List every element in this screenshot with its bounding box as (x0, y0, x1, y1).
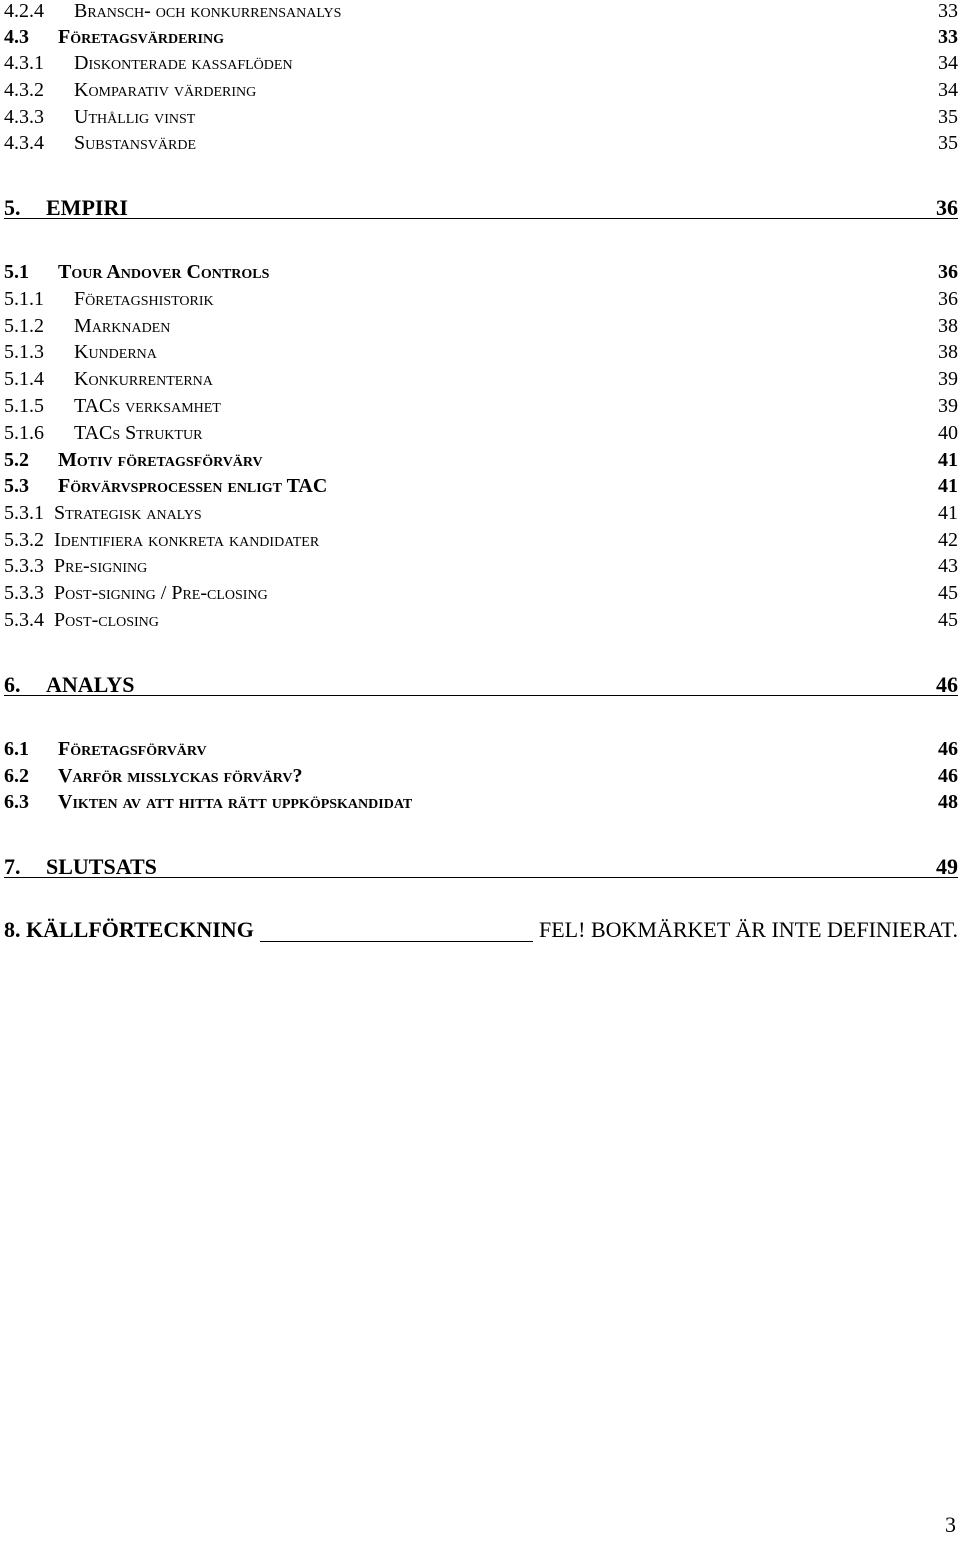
toc-entry[interactable] (4, 315, 958, 341)
toc-entry-number: 4.3.4 (4, 132, 44, 154)
toc-entry-title: Bransch- och konkurrensanalys (74, 0, 342, 22)
toc-entry-number: 5.3.3 (4, 555, 44, 577)
toc-entry-title: TACs Struktur (74, 422, 203, 444)
toc-entry-page: 45 (938, 582, 958, 604)
toc-entry-number: 5.3.1 (4, 502, 44, 524)
toc-entry[interactable] (4, 765, 958, 791)
toc-entry-page: 38 (938, 341, 958, 363)
toc-entry[interactable] (4, 106, 958, 132)
page-number: 3 (945, 1512, 956, 1537)
toc-entry-title: Företagshistorik (74, 288, 214, 310)
toc-entry-title: Vikten av att hitta rätt uppköpskandidat (58, 791, 413, 813)
toc-entry-page: 40 (938, 422, 958, 444)
toc-entry-page: 35 (938, 106, 958, 128)
toc-entry-page: 48 (938, 791, 958, 813)
toc-entry-page: 36 (938, 261, 958, 283)
toc-entry[interactable] (4, 449, 958, 475)
toc-entry-number: 6. (4, 672, 21, 697)
toc-entry-page: 41 (938, 475, 958, 497)
toc-entry-number: 6.3 (4, 791, 29, 813)
toc-entry[interactable] (4, 791, 958, 817)
toc-entry-number: 5.1.5 (4, 395, 44, 417)
toc-entry-title: Marknaden (74, 315, 171, 337)
toc-entry[interactable] (4, 609, 958, 635)
toc-entry[interactable] (4, 672, 958, 698)
toc-entry-number: 5.3 (4, 475, 29, 497)
toc-entry-number: 5.3.2 (4, 529, 44, 551)
bookmark-error-text: FEL! BOKMÄRKET ÄR INTE DEFINIERAT. (533, 917, 958, 943)
toc-entry-title: Substansvärde (74, 132, 197, 154)
toc-entry-title: Motiv företagsförvärv (58, 449, 263, 471)
toc-entry-page: 49 (936, 854, 958, 879)
toc-entry[interactable] (4, 132, 958, 158)
toc-entry-title: Konkurrenterna (74, 368, 213, 390)
toc-entry-title: SLUTSATS (46, 854, 157, 879)
toc-entry-title: Tour Andover Controls (58, 261, 270, 283)
toc-entry-number: 4.3.1 (4, 52, 44, 74)
toc-entry-number: 5.1.2 (4, 315, 44, 337)
toc-entry-number: 6.2 (4, 765, 29, 787)
toc-entry-page: 45 (938, 609, 958, 631)
toc-entry-title: TACs verksamhet (74, 395, 221, 417)
toc-entry-number: 5.1.1 (4, 288, 44, 310)
toc-entry[interactable] (4, 79, 958, 105)
toc-entry-number: 5.1 (4, 261, 29, 283)
toc-entry[interactable] (4, 52, 958, 78)
toc-entry-title: Företagsförvärv (58, 738, 207, 760)
toc-entry[interactable] (4, 395, 958, 421)
toc-entry-page: 36 (936, 195, 958, 220)
toc-entry[interactable] (4, 502, 958, 528)
toc-entry-number: 5.3.3 (4, 582, 44, 604)
toc-entry-number: 7. (4, 854, 21, 879)
toc-entry-title: Uthållig vinst (74, 106, 196, 128)
toc-entry-page: 46 (936, 672, 958, 697)
toc-entry-page: 35 (938, 132, 958, 154)
toc-entry[interactable] (4, 475, 958, 501)
toc-entry-title: Komparativ värdering (74, 79, 257, 101)
toc-entry[interactable] (4, 555, 958, 581)
toc-entry[interactable] (4, 341, 958, 367)
toc-entry-page: 43 (938, 555, 958, 577)
toc-entry-number: 5.3.4 (4, 609, 44, 631)
toc-entry-page: 34 (938, 79, 958, 101)
toc-entry[interactable] (4, 195, 958, 221)
toc-entry[interactable] (4, 261, 958, 287)
toc-entry-page: 33 (938, 26, 958, 48)
toc-entry[interactable] (4, 738, 958, 764)
underline-rule (4, 695, 958, 696)
toc-entry-page: 39 (938, 368, 958, 390)
toc-entry-page: 36 (938, 288, 958, 310)
toc-entry-number: 6.1 (4, 738, 29, 760)
toc-entry[interactable] (4, 368, 958, 394)
toc-entry-number: 4.3 (4, 26, 29, 48)
toc-entry[interactable] (4, 529, 958, 555)
toc-entry-title: Förvärvsprocessen enligt TAC (58, 475, 328, 497)
toc-entry-title: ANALYS (46, 672, 135, 697)
toc-entry[interactable] (4, 854, 958, 880)
toc-entry-number: 5.1.6 (4, 422, 44, 444)
toc-entry-title: Företagsvärdering (58, 26, 224, 48)
toc-entry-page: 34 (938, 52, 958, 74)
toc-entry-title: Diskonterade kassaflöden (74, 52, 293, 74)
toc-entry-page: 42 (938, 529, 958, 551)
toc-entry[interactable] (4, 422, 958, 448)
toc-entry[interactable] (4, 0, 958, 26)
toc-entry-number: 4.3.2 (4, 79, 44, 101)
toc-entry-title: Post-closing (54, 609, 159, 631)
toc-entry-title: 8. KÄLLFÖRTECKNING (4, 917, 260, 943)
toc-entry-number: 5.2 (4, 449, 29, 471)
toc-entry-title: Pre-signing (54, 555, 148, 577)
toc-entry-title: EMPIRI (46, 195, 128, 220)
toc-entry-number: 4.3.3 (4, 106, 44, 128)
toc-entry-number: 4.2.4 (4, 0, 44, 22)
toc-entry-number: 5.1.3 (4, 341, 44, 363)
toc-entry-kallforteckning[interactable] (4, 917, 958, 945)
toc-entry-title: Strategisk analys (54, 502, 202, 524)
toc-entry-page: 41 (938, 449, 958, 471)
toc-entry-page: 39 (938, 395, 958, 417)
toc-entry[interactable] (4, 26, 958, 52)
toc-entry-page: 41 (938, 502, 958, 524)
underline-rule (4, 218, 958, 219)
toc-entry[interactable] (4, 582, 958, 608)
toc-entry-page: 33 (938, 0, 958, 22)
toc-entry-title: Varför misslyckas förvärv? (58, 765, 303, 787)
toc-entry-page: 46 (938, 765, 958, 787)
toc-entry-title: Identifiera konkreta kandidater (54, 529, 320, 551)
toc-entry[interactable] (4, 288, 958, 314)
toc-entry-page: 46 (938, 738, 958, 760)
toc-entry-title: Post-signing / Pre-closing (54, 582, 268, 604)
toc-entry-number: 5.1.4 (4, 368, 44, 390)
toc-entry-number: 5. (4, 195, 21, 220)
toc-entry-page: 38 (938, 315, 958, 337)
toc-entry-title: Kunderna (74, 341, 157, 363)
